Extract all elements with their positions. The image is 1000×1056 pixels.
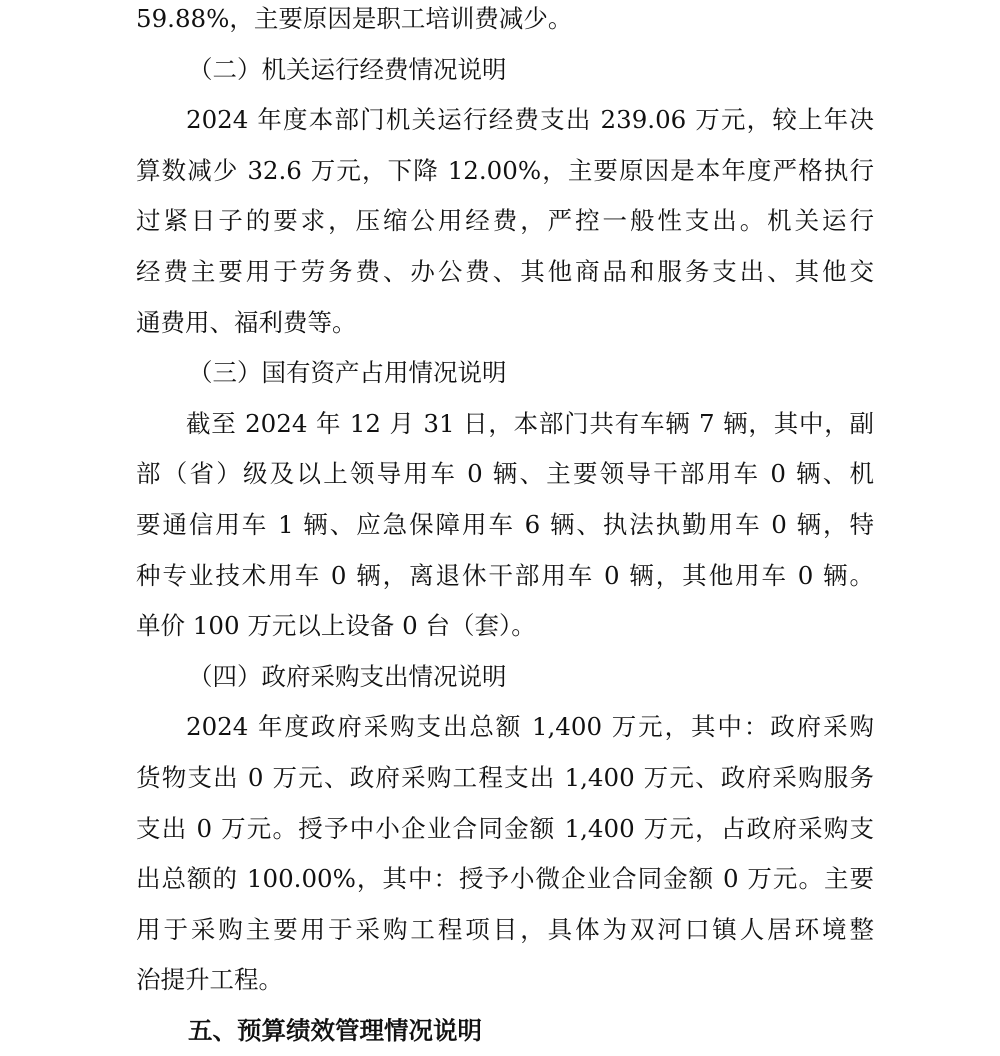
paragraph-line: 货物支出 0 万元、政府采购工程支出 1,400 万元、政府采购服务 (136, 762, 874, 792)
paragraph-line: 支出 0 万元。授予中小企业合同金额 1,400 万元，占政府采购支 (136, 813, 874, 843)
paragraph-line: 用于采购主要用于采购工程项目，具体为双河口镇人居环境整 (136, 914, 874, 944)
paragraph-procurement (136, 702, 874, 1006)
paragraph-line: 通费用、福利费等。 (136, 307, 357, 337)
paragraph-line: 截至 2024 年 12 月 31 日，本部门共有车辆 7 辆，其中，副 (186, 408, 874, 438)
paragraph-line: 种专业技术用车 0 辆，离退休干部用车 0 辆，其他用车 0 辆。 (136, 560, 874, 590)
paragraph-line: 经费主要用于劳务费、办公费、其他商品和服务支出、其他交 (136, 256, 874, 286)
paragraph-line: 2024 年度本部门机关运行经费支出 239.06 万元，较上年决 (186, 105, 874, 135)
paragraph-line: 出总额的 100.00%，其中：授予小微企业合同金额 0 万元。主要 (136, 864, 874, 894)
section-heading-2: （二）机关运行经费情况说明 (188, 54, 507, 84)
paragraph-line: 要通信用车 1 辆、应急保障用车 6 辆、执法执勤用车 0 辆，特 (136, 509, 874, 539)
paragraph-line: 部（省）级及以上领导用车 0 辆、主要领导干部用车 0 辆、机 (136, 459, 874, 489)
paragraph-line: 单价 100 万元以上设备 0 台（套）。 (136, 611, 536, 641)
paragraph-operating-expenses (136, 95, 874, 348)
section-heading-3: （三）国有资产占用情况说明 (188, 358, 507, 388)
paragraph-line: 算数减少 32.6 万元，下降 12.00%，主要原因是本年度严格执行 (136, 155, 874, 185)
section-heading-4: （四）政府采购支出情况说明 (188, 661, 507, 691)
paragraph-state-assets (136, 399, 874, 652)
paragraph-continuation: 59.88%，主要原因是职工培训费减少。 (136, 4, 573, 33)
chapter-heading-5: 五、预算绩效管理情况说明 (188, 1015, 482, 1045)
document-page (136, 0, 874, 1056)
paragraph-line: 过紧日子的要求，压缩公用经费，严控一般性支出。机关运行 (136, 206, 874, 236)
paragraph-line: 2024 年度政府采购支出总额 1,400 万元，其中：政府采购 (186, 712, 874, 742)
paragraph-line: 治提升工程。 (136, 965, 283, 995)
